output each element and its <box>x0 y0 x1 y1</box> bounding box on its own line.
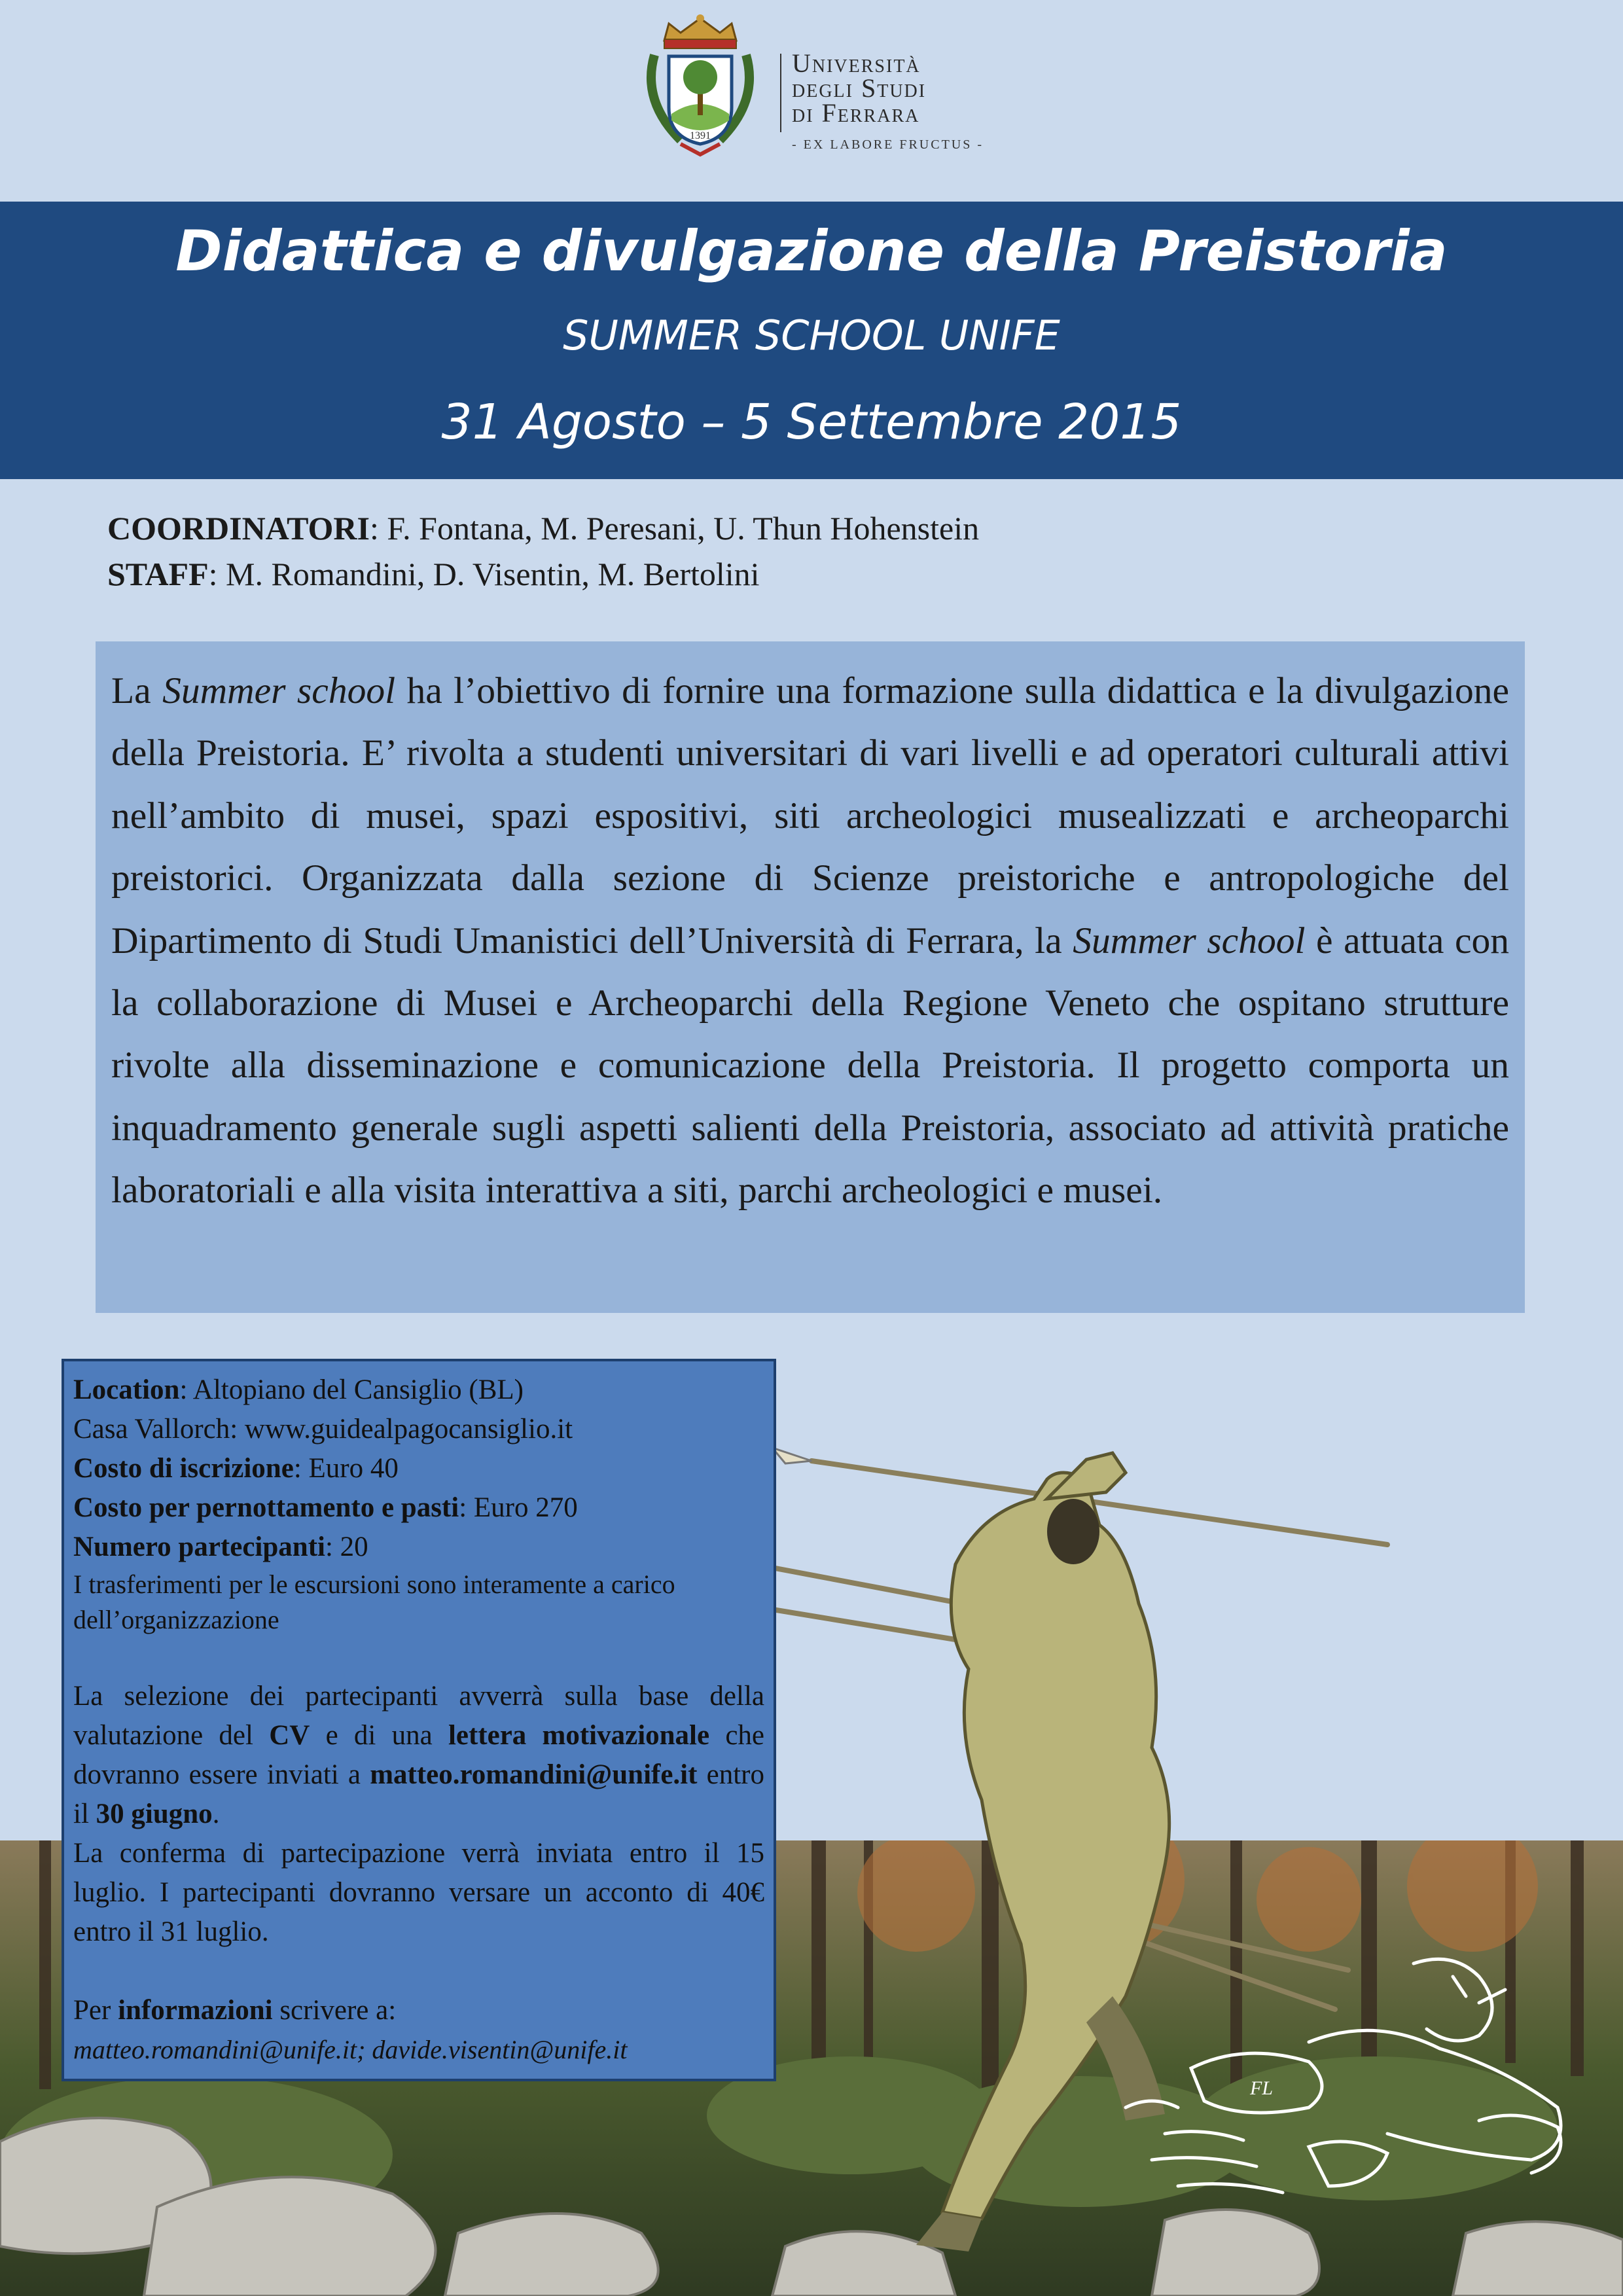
university-crest-icon <box>628 9 772 166</box>
staff-label: STAFF <box>107 556 209 592</box>
crest-year: 1391 <box>690 130 711 141</box>
description-box: La Summer school ha l’obiettivo di fornire una formazione sulla didattica e la divulgazione della Preistoria. E’ rivolta a studenti universitari di vari livelli e ad operatori culturali attivi nell’ambito di musei, spazi espositivi, siti archeologici musealizzati e archeoparchi preistorici. Organizzata dalla sezione di Scienze preistoriche e antropologiche del Dipartimento di Studi Umanistici dell’Università di Ferrara, la Summer school è attuata con la collaborazione di Musei e Archeoparchi della Regione Veneto che ospitano strutture rivolte alla disseminazione e comunicazione della Preistoria. Il progetto comporta un inquadramento generale sugli aspetti salienti della Preistoria, associato ad attività pratiche laboratoriali e alla visita interattiva a siti, parchi archeologici e musei. <box>96 641 1525 1313</box>
coordinators-names: : F. Fontana, M. Peresani, U. Thun Hohenstein <box>369 510 980 547</box>
university-name: Università degli Studi di Ferrara <box>792 48 927 128</box>
venue-line: Casa Vallorch: www.guidealpagocansiglio.it <box>73 1414 573 1444</box>
staff-block <box>107 505 979 597</box>
contact-line: Per informazioni scrivere a: <box>73 1995 397 2026</box>
university-logo <box>628 9 995 166</box>
university-motto: - EX LABORE FRUCTUS - <box>792 137 984 152</box>
event-dates: 31 Agosto – 5 Settembre 2015 <box>441 394 1182 450</box>
staff-line <box>107 551 979 597</box>
location-line: Location: Altopiano del Cansiglio (BL) <box>73 1374 524 1405</box>
participants-line: Numero partecipanti: 20 <box>73 1532 368 1562</box>
title-banner <box>0 202 1623 479</box>
application-email[interactable]: matteo.romandini@unife.it <box>370 1759 698 1790</box>
contact-emails[interactable]: matteo.romandini@unife.it; davide.visentin@unife.it <box>73 2035 628 2064</box>
staff-names: : M. Romandini, D. Visentin, M. Bertolini <box>208 556 760 592</box>
poster-title: Didattica e divulgazione della Preistoria <box>175 219 1448 284</box>
info-box <box>62 1359 776 2081</box>
transfers-note: I trasferimenti per le escursioni sono interamente a carico dell’organizzazione <box>73 1570 675 1634</box>
prehistoric-sketch-icon <box>1113 1937 1597 2212</box>
fee-line: Costo di iscrizione: Euro 40 <box>73 1453 399 1484</box>
summer-school-emphasis: Summer school <box>1073 920 1306 961</box>
poster-subtitle: SUMMER SCHOOL UNIFE <box>563 312 1060 359</box>
selection-paragraph: La selezione dei partecipanti avverrà sulla base della valutazione del CV e di una lettera motivazionale che dovranno essere inviati a matteo.romandini@unife.it entro il 30 giugno. <box>73 1681 765 1829</box>
coordinators-label: COORDINATORI <box>107 510 370 547</box>
sketch-label: FL <box>1250 2077 1274 2099</box>
logo-divider <box>780 54 781 132</box>
coordinators-line <box>107 505 979 551</box>
board-line: Costo per pernottamento e pasti: Euro 270 <box>73 1492 578 1523</box>
summer-school-emphasis: Summer school <box>162 670 396 711</box>
confirmation-paragraph: La conferma di partecipazione verrà inviata entro il 15 luglio. I partecipanti dovranno versare un acconto di 40€ entro il 31 luglio. <box>73 1838 764 1947</box>
